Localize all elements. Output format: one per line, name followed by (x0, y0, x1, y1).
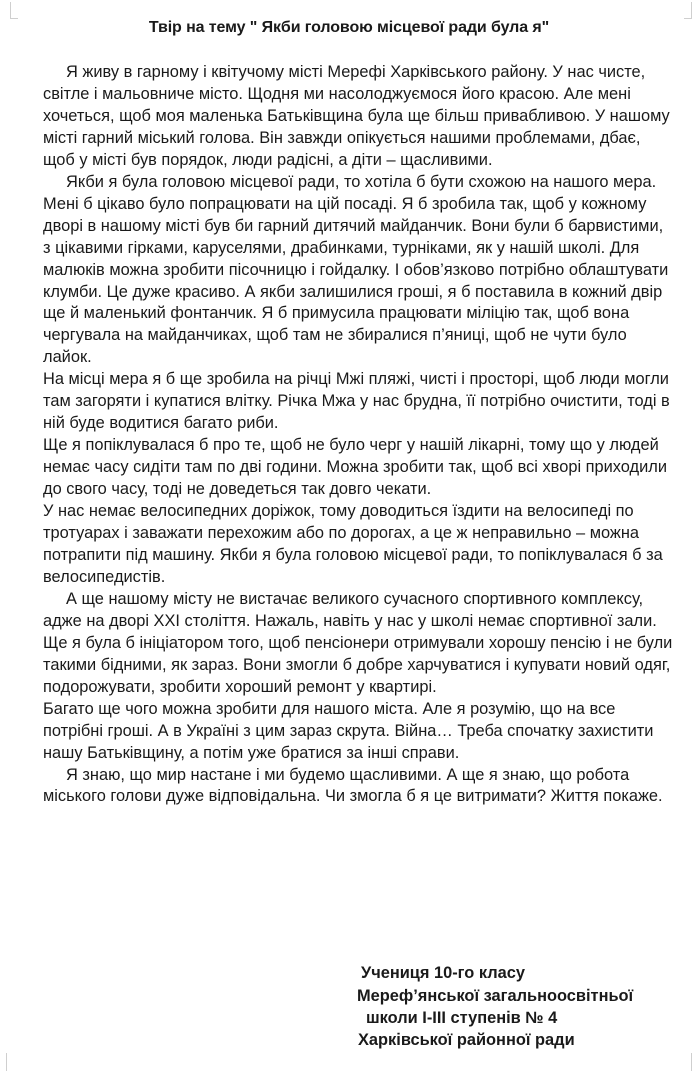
text-line: Якби я була головою місцевої ради, то хотіла б бути схожою на (66, 172, 549, 191)
text-line: щоб всі хворі приходили до свого часу, тоді не доведеться так довго (43, 458, 667, 499)
text-line: ж неправильно – можна потрапити під машину. Якби я була головою (43, 524, 640, 564)
text-line: Він завжди опікується нашими проблемами, дбає, щоб у місті був (43, 128, 641, 169)
paragraph-money (43, 699, 675, 765)
text-line: велосипеді по тротуарах і заважати перехожим або по дорогах, а це (43, 502, 634, 543)
text-line: Багато ще чого можна зробити для нашого міста. Але я розумію, що (43, 699, 563, 718)
paragraph-bikes (43, 501, 675, 589)
paragraph-hospital (43, 435, 675, 501)
text-line: працювати міліцію так, щоб вона чергувала на майданчиках, щоб там (43, 304, 630, 345)
text-line: що у людей немає часу сидіти там по дві години. Можна зробити так, (43, 436, 659, 477)
text-line: нашого мера. Мені б цікаво було попрацювати на цій посаді. Я б (43, 172, 657, 213)
text-line: пенсію і не були такими бідними, як зараз. Вони змогли б добре (43, 633, 673, 674)
signature-line: школи І-ІІІ ступенів № 4 (366, 1009, 558, 1027)
text-line: облаштувати клумби. Це дуже красиво. А якби залишилися гроші, я б (43, 260, 669, 301)
text-line: У нас немає велосипедних доріжок, тому доводиться їздити на (43, 502, 523, 521)
text-line: робота міського голови дуже відповідальна. Чи змогла б я це (43, 765, 630, 806)
signature-line: Учениця 10-го класу (361, 964, 526, 982)
paragraph-river (43, 369, 675, 435)
signature-line: Харківської районної ради (358, 1031, 575, 1049)
text-line: справи. (401, 743, 460, 762)
text-line: чекати. (376, 480, 432, 499)
paragraph-conclusion (43, 765, 675, 809)
page-corner-mark (685, 1053, 692, 1071)
text-line: потрібно очистити, тоді в ній буде водитися багато риби. (43, 392, 670, 433)
text-line: порядок, люди радісні, а діти – щасливими. (161, 150, 493, 169)
text-line: люди могли там загоряти і купатися влітку. Річка Мжа у нас брудна, її (43, 370, 669, 411)
text-line: дитячий майданчик. Вони були б барвистими, з цікавими гірками, (43, 216, 664, 257)
page-corner-mark (6, 1053, 13, 1071)
paragraph-intro (43, 62, 675, 172)
text-line: спочатку захистити нашу Батьківщину, а потім уже братися за інші (43, 721, 654, 762)
text-line: каруселями, драбинками, турніками, як у нашій школі. Для малюків (43, 238, 640, 279)
text-line: комплексу, адже на дворі ХХІ століття. Нажаль, навіть у нас у школі (43, 589, 644, 630)
paragraph-pensioners (43, 633, 675, 699)
text-line: Ще я попіклувалася б про те, щоб не було черг у нашій лікарні, тому (43, 436, 566, 455)
text-line: ремонт у квартирі. (296, 677, 437, 696)
essay-body (43, 62, 675, 808)
paragraph-sports (43, 589, 675, 633)
text-line: на все потрібні гроші. А в Україні з цим зараз скрута. Війна… Треба (43, 699, 616, 740)
paragraph-mayor (43, 172, 675, 370)
text-line: А ще нашому місту не вистачає великого сучасного спортивного (66, 589, 557, 608)
text-line: Ще я була б ініціатором того, щоб пенсіонери отримували хорошу (43, 633, 546, 652)
text-line: На місці мера я б ще зробила на річці Мжі пляжі, чисті і просторі, щоб (43, 370, 575, 389)
text-line: поставила в кожний двір ще й маленький фонтанчик. Я б примусила (43, 282, 663, 323)
text-line: не збиралися п’яниці, щоб не чути було лайок. (43, 326, 627, 367)
text-line: була ще більш привабливою. У нашому місті гарний міський голова. (43, 106, 670, 147)
text-line: немає спортивної зали. (477, 611, 657, 630)
document-title: Твір на тему " Якби головою місцевої ради була я" (148, 19, 550, 36)
text-line: можна зробити пісочницю і гойдалку. І обов’язково потрібно (109, 260, 565, 279)
text-line: місцевої ради, то попіклувалася б за велосипедистів. (43, 545, 663, 586)
signature-line: Мереф’янської загальноосвітньої (357, 987, 634, 1005)
text-line: зробила так, щоб у кожному дворі в нашому місті був би гарний (43, 194, 647, 235)
text-line: нас чисте, світле і мальовниче місто. Щодня ми насолоджуємося (43, 63, 646, 103)
text-line: Я живу в гарному і квітучому місті Мерефі Харківського району. У (66, 63, 563, 81)
text-line: Я знаю, що мир настане і ми будемо щасливими. А ще я знаю, що (66, 765, 572, 784)
text-line: його красою. Але мені хочеться, щоб моя маленька Батьківщина (43, 84, 631, 125)
text-line: харчуватися і купувати новий одяг, подорожувати, зробити хороший (43, 655, 671, 696)
text-line: витримати? Життя покаже. (456, 787, 663, 806)
